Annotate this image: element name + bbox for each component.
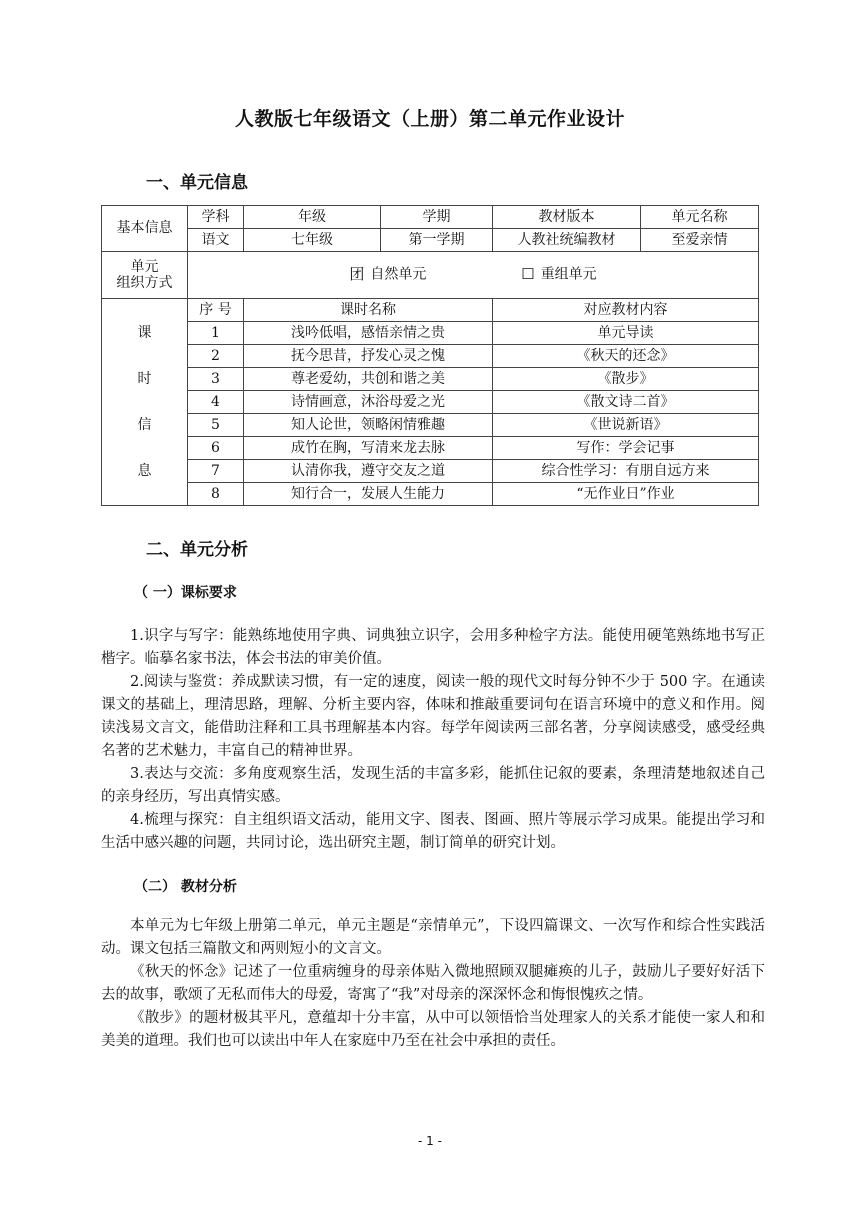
table-row xyxy=(102,252,759,299)
org-method-options xyxy=(188,252,759,299)
paragraph: 1.识字与写字：能熟练地使用字典、词典独立识字，会用多种检字方法。能使用硬笔熟练地书写正楷字。临摹名家书法，体会书法的审美价值。 xyxy=(101,628,765,667)
unit-info-table xyxy=(101,205,759,506)
header-cell: 年级 xyxy=(244,206,381,229)
paragraph: 《散步》的题材极其平凡，意蕴却十分丰富，从中可以领悟恰当处理家人的关系才能使一家人和和美美的道理。我们也可以读出中年人在家庭中乃至在社会中承担的责任。 xyxy=(101,1010,765,1049)
table-row xyxy=(102,206,759,229)
document-title: 人教版七年级语文（上册）第二单元作业设计 xyxy=(234,108,625,130)
lesson-name: 成竹在胸，写清来龙去脉 xyxy=(244,437,493,460)
header-cell: 学科 xyxy=(188,206,244,229)
org-label-line: 单元 xyxy=(130,258,159,275)
table-row xyxy=(102,414,759,437)
lesson-name: 诗情画意，沐浴母爱之光 xyxy=(244,391,493,414)
table-row xyxy=(102,437,759,460)
page-number: - 1 - xyxy=(418,1134,442,1148)
paragraph: 2.阅读与鉴赏：养成默读习惯，有一定的速度，阅读一般的现代文时每分钟不少于 500 字。在通读课文的基础上，理清思路，理解、分析主要内容，体味和推敲重要词句在语言环境中的意义和作用。阅读浅易文言文，能借助注释和工具书理解基本内容。每学年阅读两三部名著，分享阅读感受，感受经典名著的艺术魅力，丰富自己的精神世界。 xyxy=(101,674,765,759)
subsection-heading-curriculum: （ 一）课标要求 xyxy=(134,585,237,601)
table-row xyxy=(102,483,759,506)
lesson-content: “无作业日”作业 xyxy=(493,483,759,506)
lesson-content: 《世说新语》 xyxy=(493,414,759,437)
lesson-number: 1 xyxy=(188,322,244,345)
lesson-name: 认清你我，遵守交友之道 xyxy=(244,460,493,483)
lesson-number: 2 xyxy=(188,345,244,368)
header-cell: 学期 xyxy=(381,206,493,229)
lesson-content: 写作：学会记事 xyxy=(493,437,759,460)
lesson-label-char: 信 xyxy=(137,417,152,433)
lesson-name: 知人论世，领略闲情雅趣 xyxy=(244,414,493,437)
lesson-content: 《秋天的还念》 xyxy=(493,345,759,368)
regrouped-unit-option: 重组单元 xyxy=(540,267,597,283)
header-cell: 单元名称 xyxy=(641,206,759,229)
lesson-number: 8 xyxy=(188,483,244,506)
paragraph: 4.梳理与探究：自主组织语文活动，能用文字、图表、图画、照片等展示学习成果。能提出学习和生活中感兴趣的问题，共同讨论，选出研究主题，制订简单的研究计划。 xyxy=(101,812,765,851)
table-row xyxy=(102,368,759,391)
header-cell: 教材版本 xyxy=(493,206,641,229)
value-cell: 至爱亲情 xyxy=(641,229,759,252)
textbook-analysis xyxy=(101,915,765,1053)
subsection-heading-textbook: （二） 教材分析 xyxy=(134,879,237,895)
section-heading-unit-info: 一、单元信息 xyxy=(146,173,248,193)
lesson-content: 综合性学习：有朋自远方来 xyxy=(493,460,759,483)
lesson-content: 《散步》 xyxy=(493,368,759,391)
paragraph: 本单元为七年级上册第二单元，单元主题是“亲情单元”，下设四篇课文、一次写作和综合性实践活动。课文包括三篇散文和两则短小的文言文。 xyxy=(101,918,765,957)
table-row xyxy=(102,391,759,414)
lesson-content: 单元导读 xyxy=(493,322,759,345)
header-cell: 课时名称 xyxy=(244,299,493,322)
header-cell: 对应教材内容 xyxy=(493,299,759,322)
table-row xyxy=(102,345,759,368)
checked-box-icon: 团 xyxy=(349,265,365,284)
lesson-name: 抚今思昔，抒发心灵之愧 xyxy=(244,345,493,368)
basic-info-label: 基本信息 xyxy=(102,206,188,252)
value-cell: 人教社统编教材 xyxy=(493,229,641,252)
lesson-number: 4 xyxy=(188,391,244,414)
value-cell: 第一学期 xyxy=(381,229,493,252)
paragraph: 《秋天的怀念》记述了一位重病缠身的母亲体贴入微地照顾双腿瘫痪的儿子，鼓励儿子要好好活下去的故事，歌颂了无私而伟大的母爱，寄寓了“我”对母亲的深深怀念和悔恨愧疚之情。 xyxy=(101,964,765,1003)
value-cell: 七年级 xyxy=(244,229,381,252)
lesson-info-label xyxy=(102,299,188,506)
lesson-label-char: 课 xyxy=(137,325,152,341)
lesson-name: 知行合一，发展人生能力 xyxy=(244,483,493,506)
lesson-number: 3 xyxy=(188,368,244,391)
paragraph: 3.表达与交流：多角度观察生活，发现生活的丰富多彩，能抓住记叙的要素，条理清楚地叙述自己的亲身经历，写出真情实感。 xyxy=(101,766,765,805)
section-heading-unit-analysis: 二、单元分析 xyxy=(146,540,248,560)
lesson-number: 6 xyxy=(188,437,244,460)
header-cell: 序 号 xyxy=(188,299,244,322)
lesson-name: 浅吟低唱，感悟亲情之贵 xyxy=(244,322,493,345)
lesson-number: 7 xyxy=(188,460,244,483)
lesson-label-char: 时 xyxy=(137,371,152,387)
unchecked-box-icon: ☐ xyxy=(521,265,535,284)
table-row xyxy=(102,229,759,252)
value-cell: 语文 xyxy=(188,229,244,252)
curriculum-requirements xyxy=(101,625,765,855)
org-method-label xyxy=(102,252,188,299)
lesson-label-char: 息 xyxy=(137,463,152,479)
lesson-content: 《散文诗二首》 xyxy=(493,391,759,414)
table-row xyxy=(102,460,759,483)
org-label-line: 组织方式 xyxy=(116,275,173,291)
natural-unit-option: 自然单元 xyxy=(370,267,427,283)
table-row xyxy=(102,322,759,345)
table-row xyxy=(102,299,759,322)
lesson-number: 5 xyxy=(188,414,244,437)
lesson-name: 尊老爱幼，共创和谐之美 xyxy=(244,368,493,391)
